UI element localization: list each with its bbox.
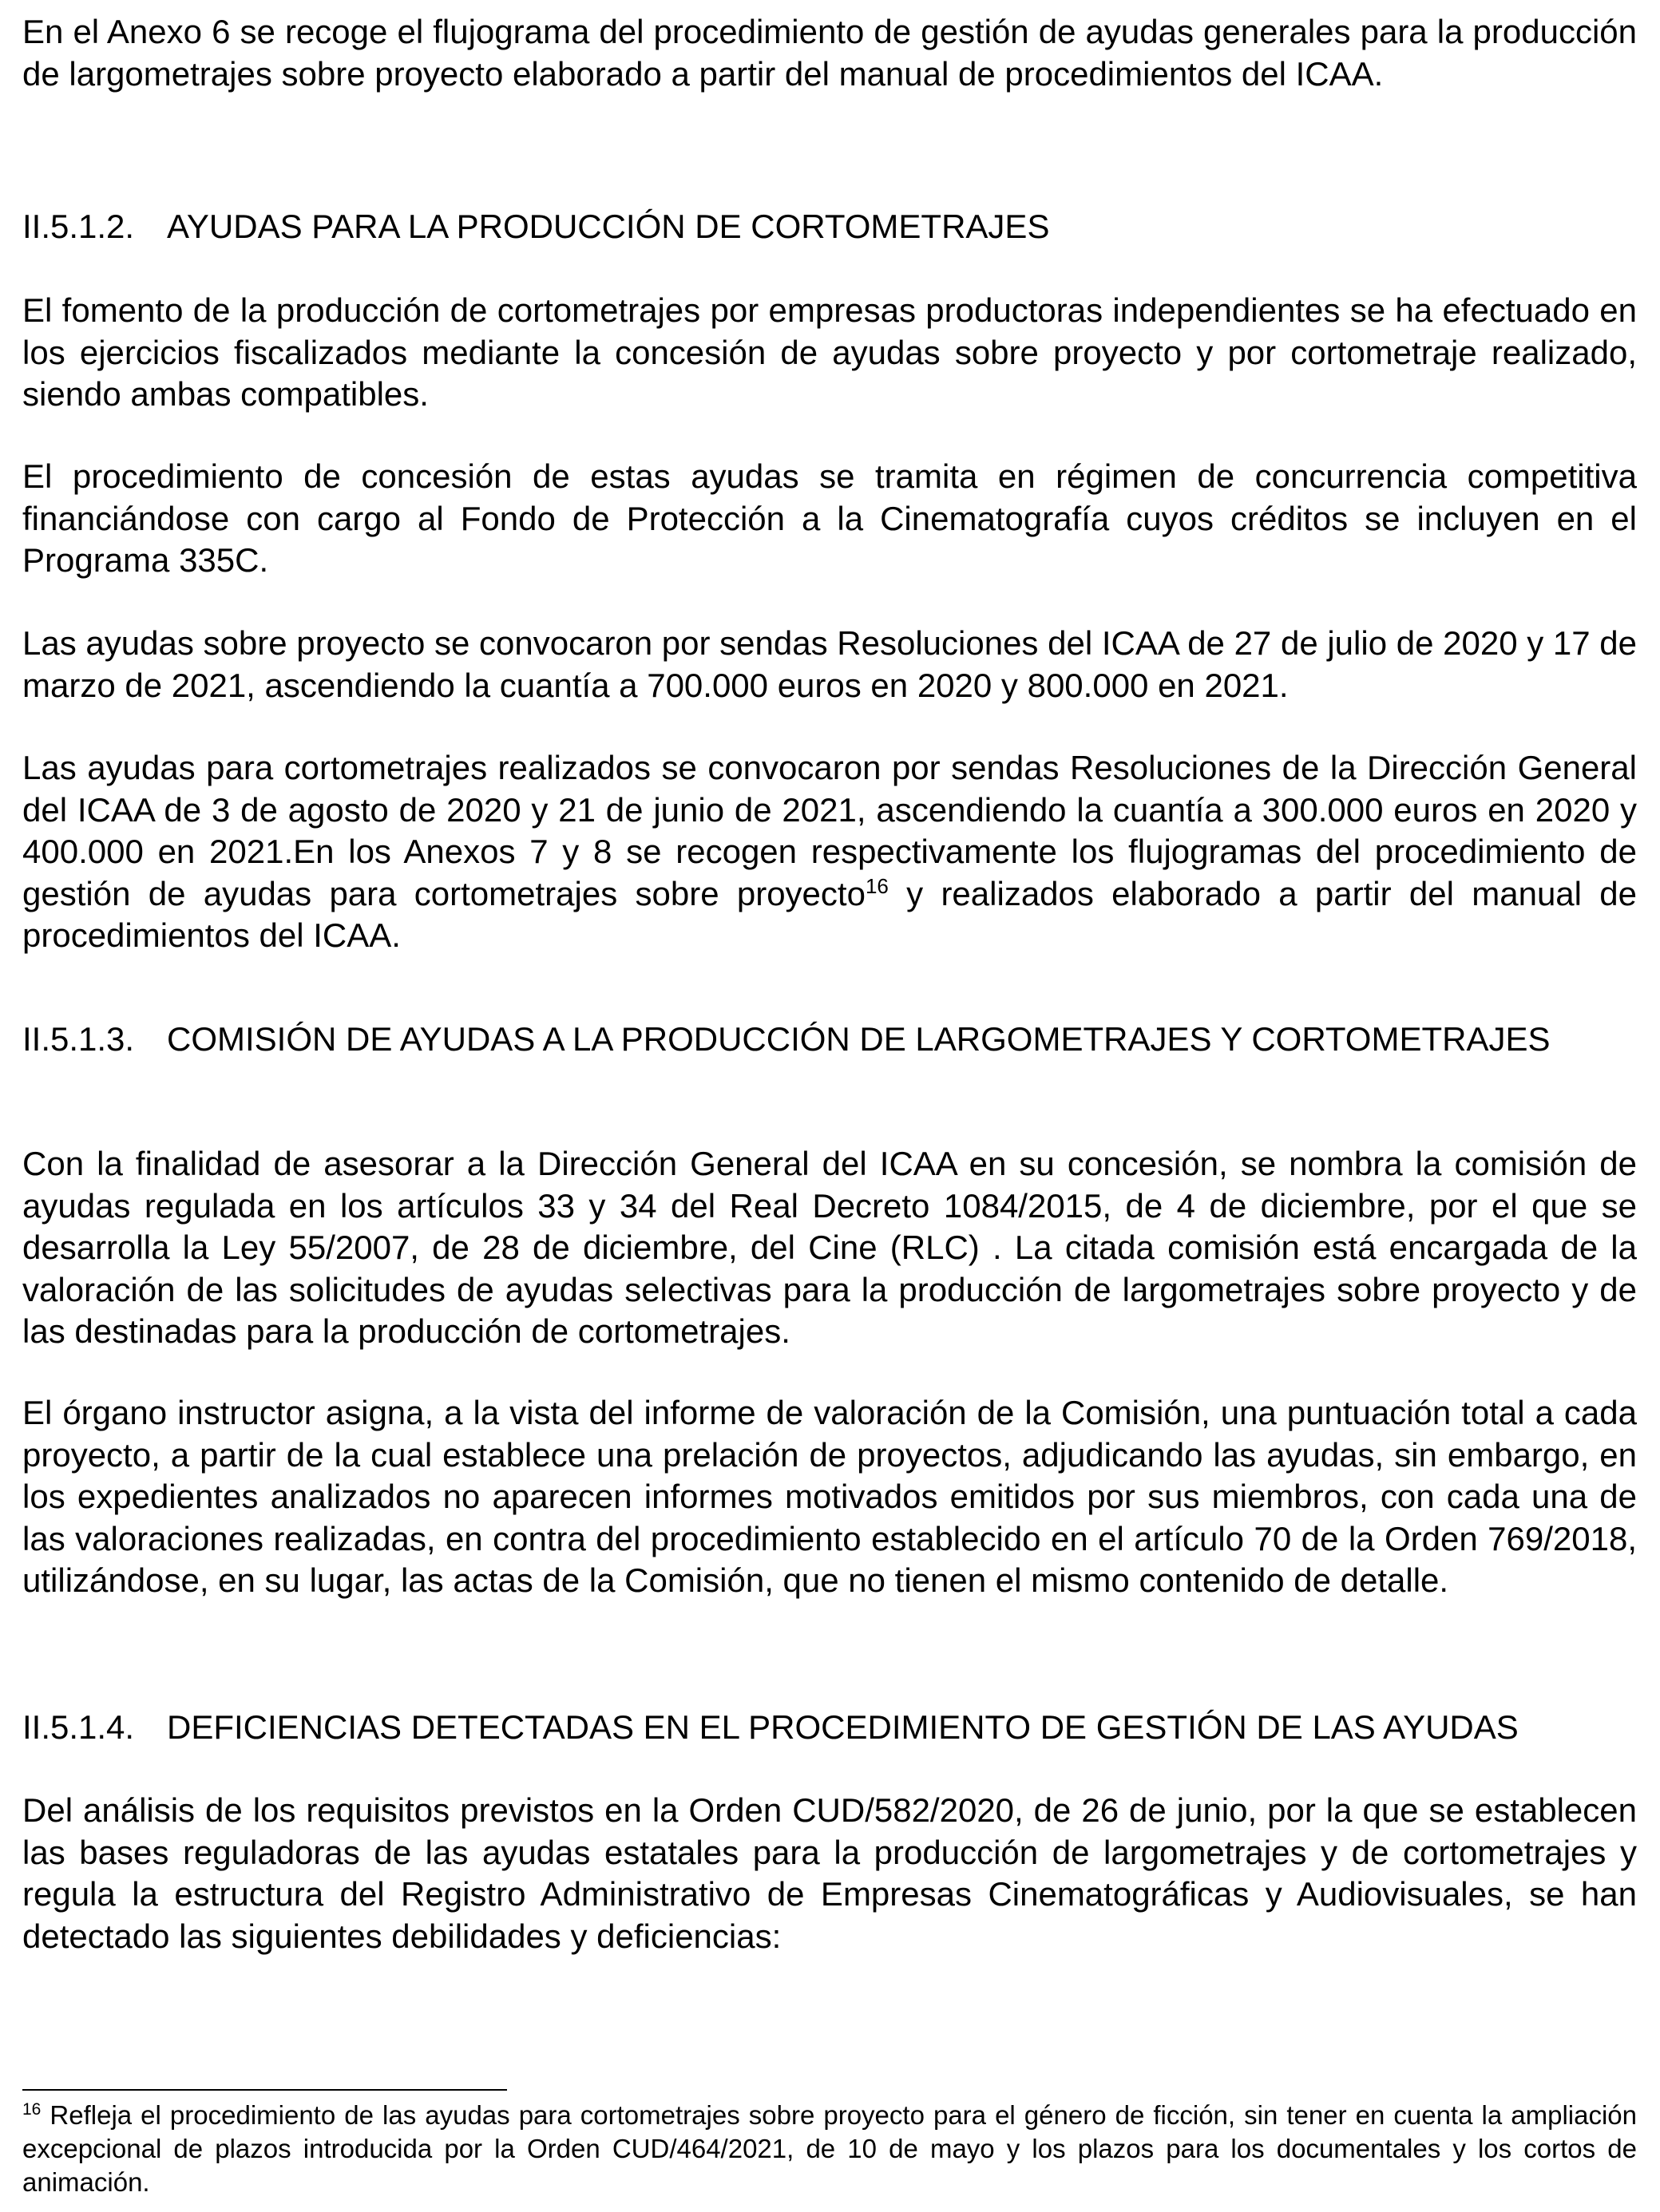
section-heading-ii-5-1-3 [22,1019,1637,1061]
paragraph-comision-finalidad: Con la finalidad de asesorar a la Dirección General del ICAA en su concesión, se nombra la comisión de ayudas regulada en los artículos 33 y 34 del Real Decreto 1084/2015, de 4 de diciembre, por el que se desarrolla la Ley 55/2007, de 28 de diciembre, del Cine (RLC) . La citada comisión está encargada de la valoración de las solicitudes de ayudas selectivas para la producción de largometrajes sobre proyecto y de las destinadas para la producción de cortometrajes. [22,1145,1637,1350]
paragraph-analisis-requisitos: Del análisis de los requisitos previstos en la Orden CUD/582/2020, de 26 de junio, por la que se establecen las bases reguladoras de las ayudas estatales para la producción de largometrajes y de cortometrajes y regula la estructura del Registro Administrativo de Empresas Cinematográficas y Audiovisuales, se han detectado las siguientes debilidades y deficiencias: [22,1791,1637,1955]
section-heading-ii-5-1-4 [22,1707,1637,1749]
section-title: DEFICIENCIAS DETECTADAS EN EL PROCEDIMIENTO DE GESTIÓN DE LAS AYUDAS [167,1708,1519,1746]
footnote-marker: 16 [22,2100,42,2119]
section-number: II.5.1.4. [22,1708,135,1746]
paragraph-fomento-cortometrajes: El fomento de la producción de cortometrajes por empresas productoras independientes se ha efectuado en los ejercicios fiscalizados mediante la concesión de ayudas sobre proyecto y por cortometraje realizado, siendo ambas compatibles. [22,291,1637,413]
section-number: II.5.1.3. [22,1020,135,1058]
paragraph-procedimiento-concesion: El procedimiento de concesión de estas ayudas se tramita en régimen de concurrencia competitiva financiándose con cargo al Fondo de Protección a la Cinematografía cuyos créditos se incluyen en el Programa 335C. [22,457,1637,579]
paragraph-cortometrajes-realizados [22,747,1637,957]
footnote-text: Refleja el procedimiento de las ayudas para cortometrajes sobre proyecto para el género de ficción, sin tener en cuenta la ampliación excepcional de plazos introducida por la Orden CUD/464/2021, de 10 de mayo y los plazos para los documentales y los cortos de animación. [22,2100,1637,2197]
footnote [22,2099,1637,2199]
paragraph-text-continued: y realizados elaborado a partir del manual de procedimientos del ICAA. [22,874,1638,954]
paragraph-organo-instructor: El órgano instructor asigna, a la vista del informe de valoración de la Comisión, una puntuación total a cada proyecto, a partir de la cual establece una prelación de proyectos, adjudicando las ayudas, sin embargo, en los expedientes analizados no aparecen informes motivados emitidos por sus miembros, con cada una de las valoraciones realizadas, en contra del procedimiento establecido en el artículo 70 de la Orden 769/2018, utilizándose, en su lugar, las actas de la Comisión, que no tienen el mismo contenido de detalle. [22,1394,1637,1599]
section-number: II.5.1.2. [22,208,135,245]
footnote-reference[interactable]: 16 [865,873,889,898]
section-title: AYUDAS PARA LA PRODUCCIÓN DE CORTOMETRAJES [167,208,1050,245]
footnote-separator [22,2089,507,2091]
paragraph-ayudas-sobre-proyecto: Las ayudas sobre proyecto se convocaron por sendas Resoluciones del ICAA de 27 de julio de 2020 y 17 de marzo de 2021, ascendiendo la cuantía a 700.000 euros en 2020 y 800.000 en 2021. [22,624,1637,704]
paragraph-anexo-6: En el Anexo 6 se recoge el flujograma del procedimiento de gestión de ayudas generales para la producción de largometrajes sobre proyecto elaborado a partir del manual de procedimientos del ICAA. [22,13,1637,93]
paragraph-text: Las ayudas para cortometrajes realizados se convocaron por sendas Resoluciones de la Dirección General del ICAA de 3 de agosto de 2020 y 21 de junio de 2021, ascendiendo la cuantía a 300.000 euros en 2020 y 400.000 en 2021.En los Anexos 7 y 8 se recogen respectivamente los flujogramas del procedimiento de gestión de ayudas para cortometrajes sobre proyecto [22,749,1637,912]
section-title: COMISIÓN DE AYUDAS A LA PRODUCCIÓN DE LARGOMETRAJES Y CORTOMETRAJES [167,1020,1551,1058]
section-heading-ii-5-1-2 [22,206,1637,248]
